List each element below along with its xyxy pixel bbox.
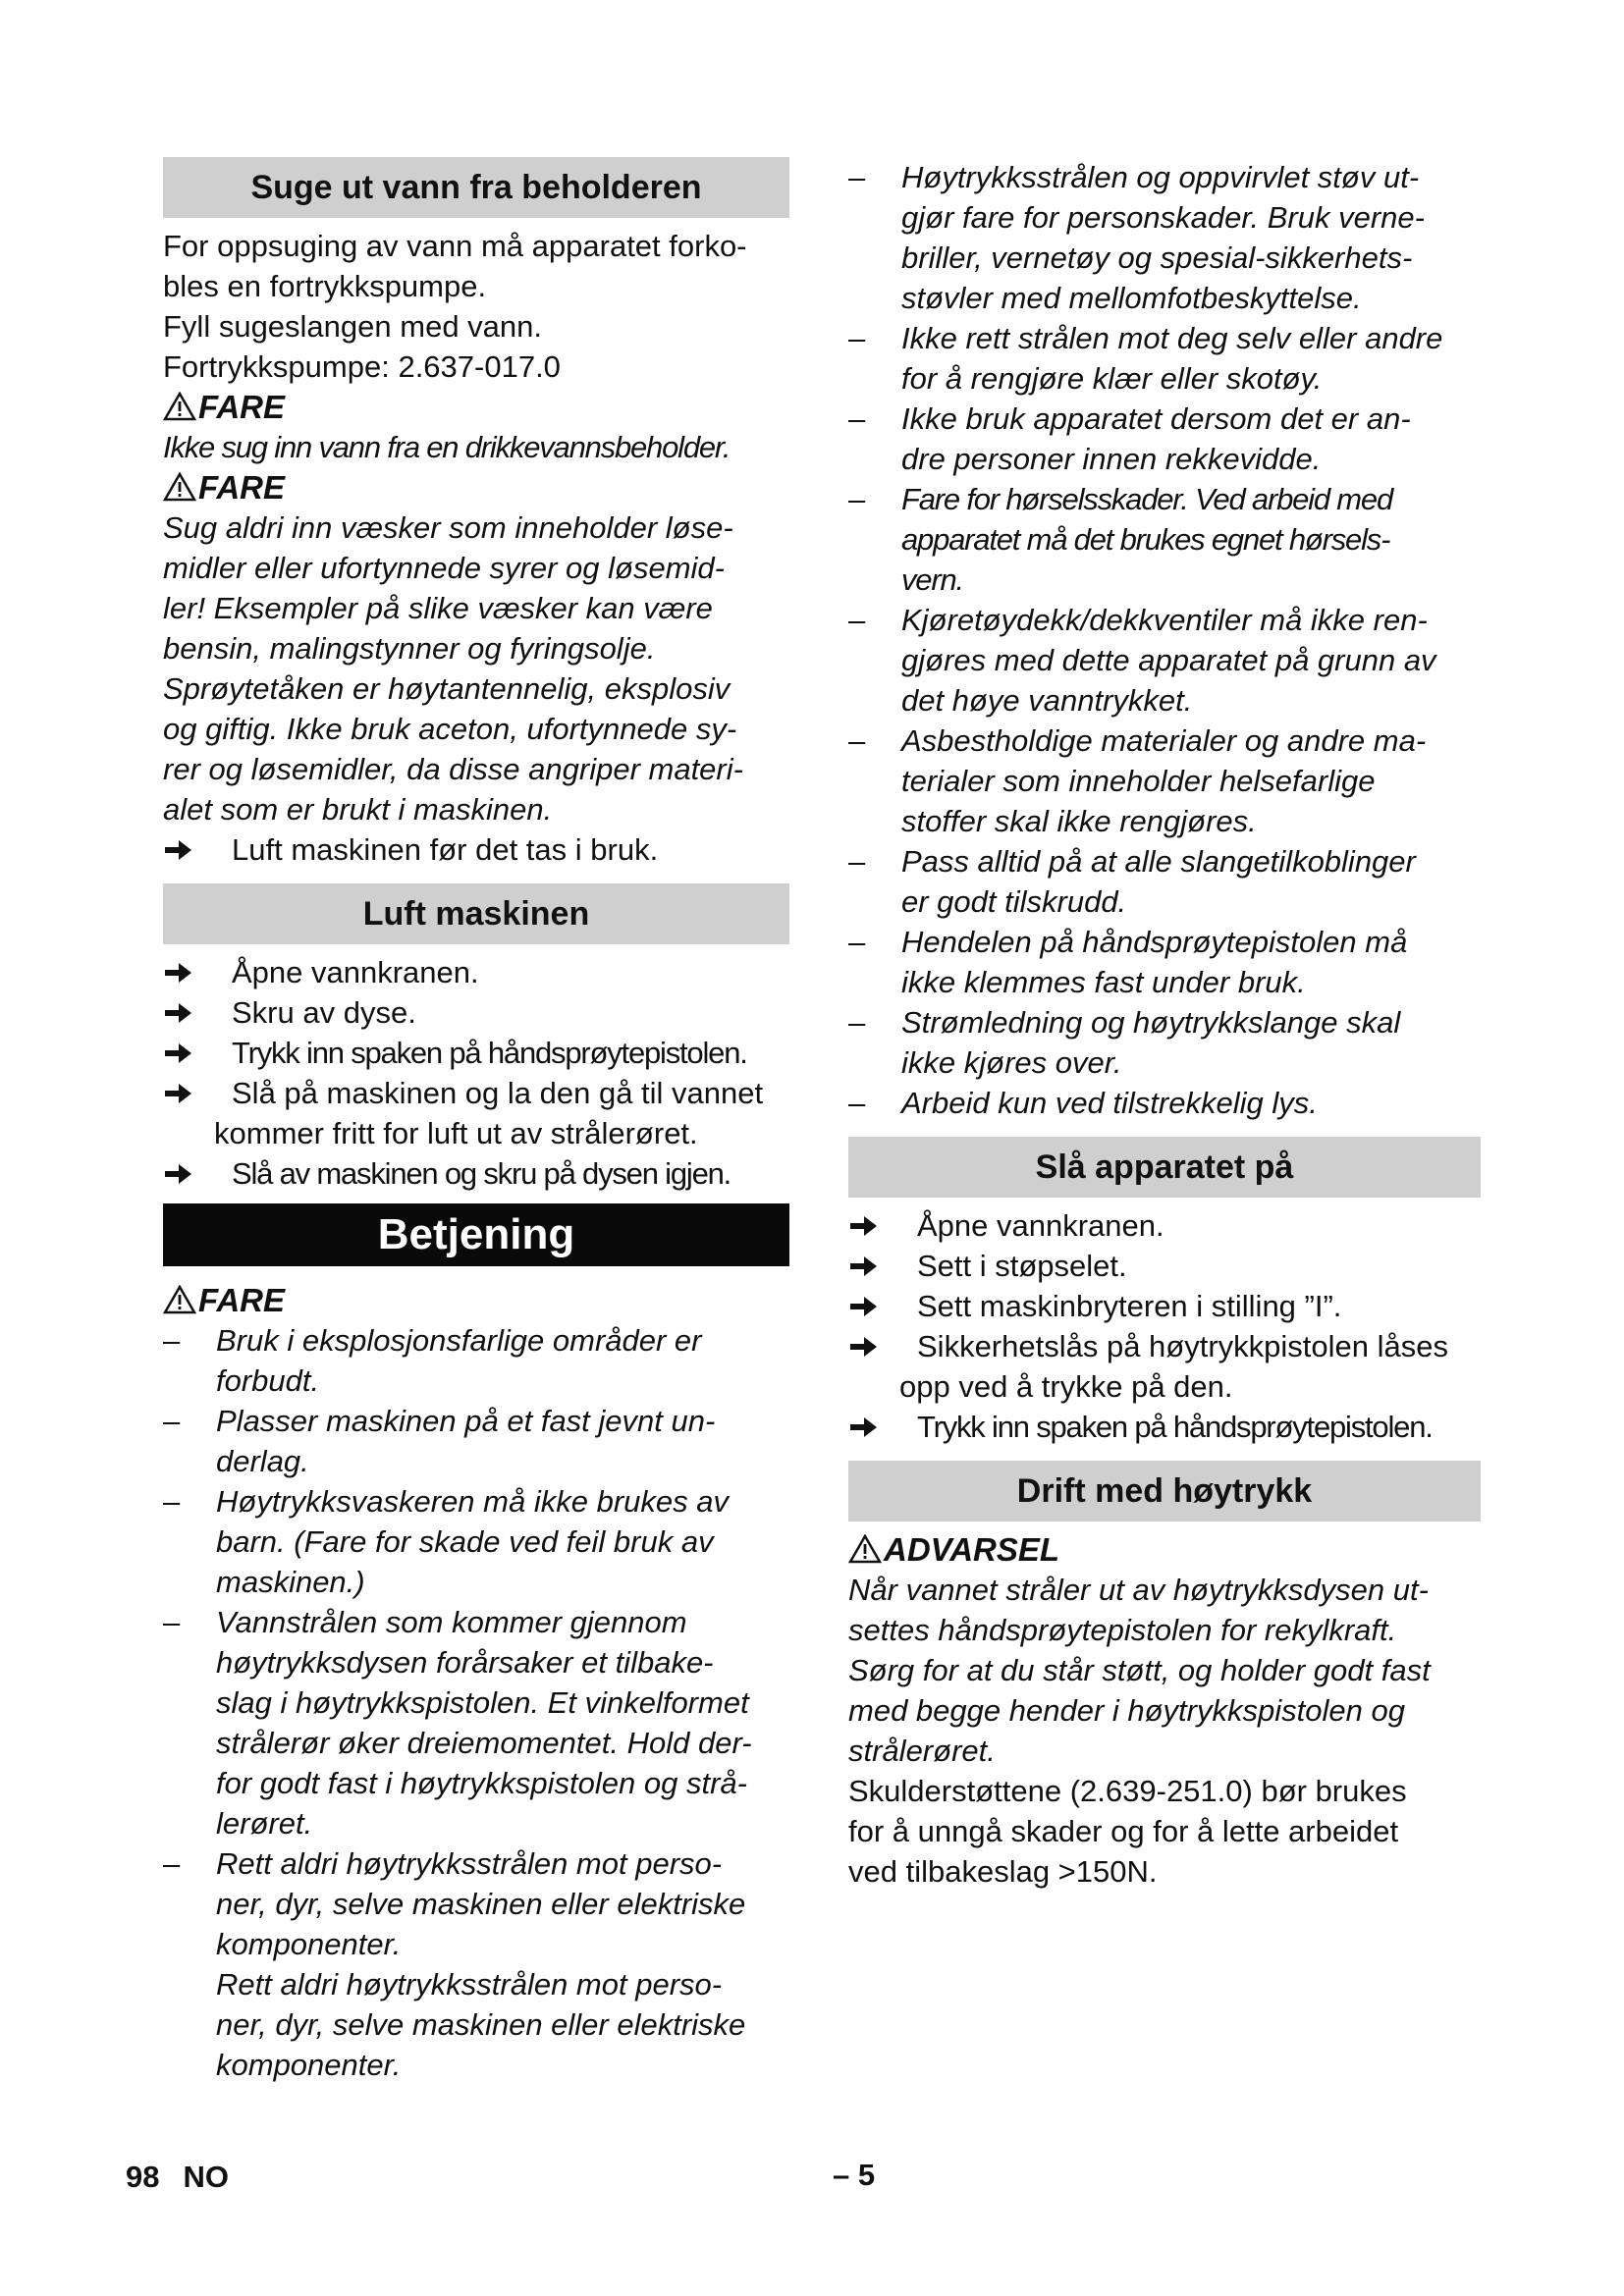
- list-item: [848, 721, 1496, 841]
- list-text: lerøret.: [216, 1806, 313, 1841]
- dash-marker: –: [848, 160, 866, 194]
- list-text: gjøres med dette apparatet på grunn av: [901, 643, 1436, 677]
- warning-body-line: og giftig. Ikke bruk aceton, ufortynnede sy-: [163, 712, 737, 746]
- list-text: støvler med mellomfotbeskyttelse.: [901, 281, 1362, 315]
- list-text: forbudt.: [216, 1363, 320, 1398]
- list-text: komponenter.: [216, 2048, 402, 2082]
- step-item: [163, 1033, 805, 1073]
- warning-text: ADVARSEL: [884, 1531, 1060, 1568]
- list-text: Ikke rett strålen mot deg selv eller andre: [901, 321, 1443, 355]
- step-text: Sett maskinbryteren i stilling ”I”.: [917, 1289, 1342, 1323]
- arrow-right-icon: [848, 1255, 878, 1278]
- step-item: [163, 1073, 805, 1153]
- list-text: Hendelen på håndsprøytepistolen må: [901, 925, 1408, 959]
- warning-triangle-icon: [163, 392, 196, 421]
- warning-body-line: bensin, malingstynner og fyringsolje.: [163, 631, 656, 666]
- warning-body-line: strålerøret.: [848, 1734, 996, 1768]
- arrow-right-icon: [848, 1214, 878, 1238]
- warning-body-line: ler! Eksempler på slike væsker kan være: [163, 591, 713, 625]
- paragraph: Skulderstøttene (2.639-251.0) bør brukes: [848, 1774, 1407, 1808]
- step-text: Trykk inn spaken på håndsprøytepistolen.: [917, 1410, 1433, 1444]
- list-item: [163, 1401, 805, 1481]
- step-text: Sett i støpselet.: [917, 1249, 1127, 1283]
- step-text: Skru av dyse.: [232, 995, 416, 1030]
- warning-text: FARE: [198, 1282, 286, 1318]
- step-text: Trykk inn spaken på håndsprøytepistolen.: [232, 1036, 747, 1070]
- warning-label: [848, 1529, 1496, 1570]
- paragraph: Fyll sugeslangen med vann.: [163, 309, 543, 344]
- step-item: [848, 1246, 1496, 1286]
- arrow-right-icon: [848, 1335, 878, 1359]
- list-text: er godt tilskrudd.: [901, 884, 1127, 919]
- warning-body-line: midler eller ufortynnede syrer og løsemid-: [163, 551, 725, 585]
- paragraph: Fortrykkspumpe: 2.637-017.0: [163, 349, 561, 384]
- warning-label: [163, 1280, 805, 1320]
- list-item: [848, 479, 1496, 600]
- arrow-right-icon: [163, 1082, 192, 1105]
- list-text: apparatet må det brukes egnet hørsels-: [901, 522, 1390, 557]
- warning-label: [163, 467, 805, 507]
- warning-body-line: Sug aldri inn væsker som inneholder løse-: [163, 510, 733, 545]
- list-item: [163, 1320, 805, 1401]
- warning-triangle-icon: [163, 1285, 196, 1314]
- list-item: [848, 399, 1496, 479]
- warning-body-line: Sørg for at du står støtt, og holder godt fast: [848, 1653, 1431, 1687]
- list-text: maskinen.): [216, 1565, 365, 1599]
- step-item: [163, 992, 805, 1033]
- list-text: slag i høytrykkspistolen. Et vinkelformet: [216, 1685, 749, 1720]
- step-item: [848, 1326, 1496, 1407]
- arrow-right-icon: [848, 1415, 878, 1439]
- list-text: komponenter.: [216, 1927, 402, 1961]
- warning-body-line: alet som er brukt i maskinen.: [163, 792, 553, 827]
- section-heading-luft: Luft maskinen: [163, 883, 789, 944]
- list-text: Rett aldri høytrykksstrålen mot perso-: [216, 1846, 723, 1881]
- step-text: Åpne vannkranen.: [232, 955, 479, 989]
- warning-body-line: med begge hender i høytrykkspistolen og: [848, 1693, 1405, 1728]
- dash-marker: –: [848, 482, 865, 516]
- list-item: [848, 318, 1496, 399]
- arrow-right-icon: [163, 961, 192, 985]
- warning-triangle-icon: [848, 1534, 882, 1564]
- page-footer: [126, 2160, 229, 2195]
- list-item: [848, 841, 1496, 922]
- list-text: Vannstrålen som kommer gjennom: [216, 1605, 687, 1639]
- list-text: briller, vernetøy og spesial-sikkerhets-: [901, 240, 1413, 275]
- warning-body-line: rer og løsemidler, da disse angriper materi-: [163, 752, 743, 786]
- page-sub-number: – 5: [833, 2158, 876, 2192]
- step-text: Slå av maskinen og skru på dysen igjen.: [232, 1156, 731, 1191]
- list-item: [848, 600, 1496, 721]
- list-text: Høytrykksvaskeren må ikke brukes av: [216, 1484, 729, 1519]
- step-text: Sikkerhetslås på høytrykkpistolen låses: [917, 1329, 1449, 1363]
- step-item: [848, 1286, 1496, 1326]
- page-number: 98: [126, 2160, 160, 2194]
- step-text-continued: opp ved å trykke på den.: [899, 1369, 1233, 1404]
- dash-marker: –: [848, 844, 866, 879]
- list-text: Plasser maskinen på et fast jevnt un-: [216, 1404, 716, 1438]
- warning-body: Ikke sug inn vann fra en drikkevannsbeholder.: [163, 430, 731, 464]
- arrow-right-icon: [163, 1041, 192, 1065]
- dash-marker: –: [848, 1086, 866, 1120]
- list-text: for godt fast i høytrykkspistolen og strå-: [216, 1766, 747, 1800]
- right-column: [848, 157, 1496, 1892]
- warning-body-line: Sprøytetåken er høytantennelig, eksplosiv: [163, 671, 731, 706]
- dash-marker: –: [848, 1005, 866, 1040]
- list-item: [163, 1843, 805, 2085]
- arrow-right-icon: [848, 1295, 878, 1318]
- step-item: [848, 1205, 1496, 1246]
- list-text: ikke klemmes fast under bruk.: [901, 965, 1306, 999]
- list-text: Asbestholdige materialer og andre ma-: [901, 723, 1427, 758]
- list-text: vern.: [901, 562, 963, 597]
- arrow-right-icon: [163, 1001, 192, 1025]
- dash-marker: –: [163, 1404, 181, 1438]
- step-text: Åpne vannkranen.: [917, 1208, 1164, 1243]
- language-code: NO: [183, 2160, 229, 2194]
- warning-label: [163, 387, 805, 427]
- dash-marker: –: [163, 1605, 181, 1639]
- step-item: [163, 1153, 805, 1194]
- list-text: Bruk i eksplosjonsfarlige områder er: [216, 1323, 702, 1358]
- step-text: Slå på maskinen og la den gå til vannet: [232, 1076, 764, 1110]
- list-text: ner, dyr, selve maskinen eller elektriske: [216, 2007, 746, 2042]
- list-text: gjør fare for personskader. Bruk verne-: [901, 200, 1425, 235]
- list-item: [848, 1002, 1496, 1083]
- warning-text: FARE: [198, 469, 286, 506]
- dash-marker: –: [163, 1484, 181, 1519]
- dash-marker: –: [848, 603, 866, 637]
- arrow-right-icon: [163, 838, 192, 862]
- dash-marker: –: [848, 723, 866, 758]
- paragraph: bles en fortrykkspumpe.: [163, 269, 487, 303]
- warning-body-line: settes håndsprøytepistolen for rekylkraft.: [848, 1613, 1397, 1647]
- list-text: barn. (Fare for skade ved feil bruk av: [216, 1524, 714, 1559]
- step-item: [163, 952, 805, 992]
- dash-marker: –: [848, 401, 866, 436]
- list-text: ikke kjøres over.: [901, 1045, 1122, 1080]
- list-text: ner, dyr, selve maskinen eller elektriske: [216, 1887, 746, 1921]
- list-text: stoffer skal ikke rengjøres.: [901, 804, 1257, 838]
- paragraph: for å unngå skader og for å lette arbeidet: [848, 1814, 1399, 1848]
- list-item: [848, 157, 1496, 318]
- list-item: [848, 922, 1496, 1002]
- list-text: strålerør øker dreiemomentet. Hold der-: [216, 1726, 752, 1760]
- list-text: dre personer innen rekkevidde.: [901, 442, 1322, 476]
- list-text: Ikke bruk apparatet dersom det er an-: [901, 401, 1411, 436]
- list-item: [848, 1083, 1496, 1123]
- list-text: Høytrykksstrålen og oppvirvlet støv ut-: [901, 160, 1420, 194]
- warning-text: FARE: [198, 389, 286, 425]
- list-text: høytrykksdysen forårsaker et tilbake-: [216, 1645, 714, 1680]
- left-column: [163, 157, 805, 2085]
- list-text: for å rengjøre klær eller skotøy.: [901, 361, 1323, 396]
- step-item: [848, 1407, 1496, 1447]
- list-text: Kjøretøydekk/dekkventiler må ikke ren-: [901, 603, 1428, 637]
- step-item: [163, 829, 805, 870]
- paragraph: ved tilbakeslag >150N.: [848, 1854, 1158, 1889]
- dash-marker: –: [848, 321, 866, 355]
- warning-triangle-icon: [163, 472, 196, 502]
- dash-marker: –: [163, 1846, 181, 1881]
- list-text: derlag.: [216, 1444, 309, 1478]
- warning-body-line: Når vannet stråler ut av høytrykksdysen ut-: [848, 1573, 1429, 1607]
- section-heading-sla: Slå apparatet på: [848, 1137, 1481, 1198]
- step-text-continued: kommer fritt for luft ut av strålerøret.: [214, 1116, 698, 1150]
- list-item: [163, 1481, 805, 1602]
- list-text: det høye vanntrykket.: [901, 683, 1193, 718]
- section-heading-suge: Suge ut vann fra beholderen: [163, 157, 789, 218]
- list-text: terialer som inneholder helsefarlige: [901, 764, 1376, 798]
- section-heading-drift: Drift med høytrykk: [848, 1461, 1481, 1522]
- dash-marker: –: [163, 1323, 181, 1358]
- list-text: Strømledning og høytrykkslange skal: [901, 1005, 1401, 1040]
- list-text: Arbeid kun ved tilstrekkelig lys.: [901, 1086, 1318, 1120]
- dash-marker: –: [848, 925, 866, 959]
- list-text: Pass alltid på at alle slangetilkoblinger: [901, 844, 1416, 879]
- chapter-heading-betjening: Betjening: [163, 1203, 789, 1266]
- list-text: Rett aldri høytrykksstrålen mot perso-: [216, 1967, 723, 2002]
- list-text: Fare for hørselsskader. Ved arbeid med: [901, 482, 1393, 516]
- list-item: [163, 1602, 805, 1843]
- arrow-right-icon: [163, 1162, 192, 1186]
- step-text: Luft maskinen før det tas i bruk.: [232, 832, 659, 867]
- paragraph: For oppsuging av vann må apparatet forko-: [163, 229, 747, 263]
